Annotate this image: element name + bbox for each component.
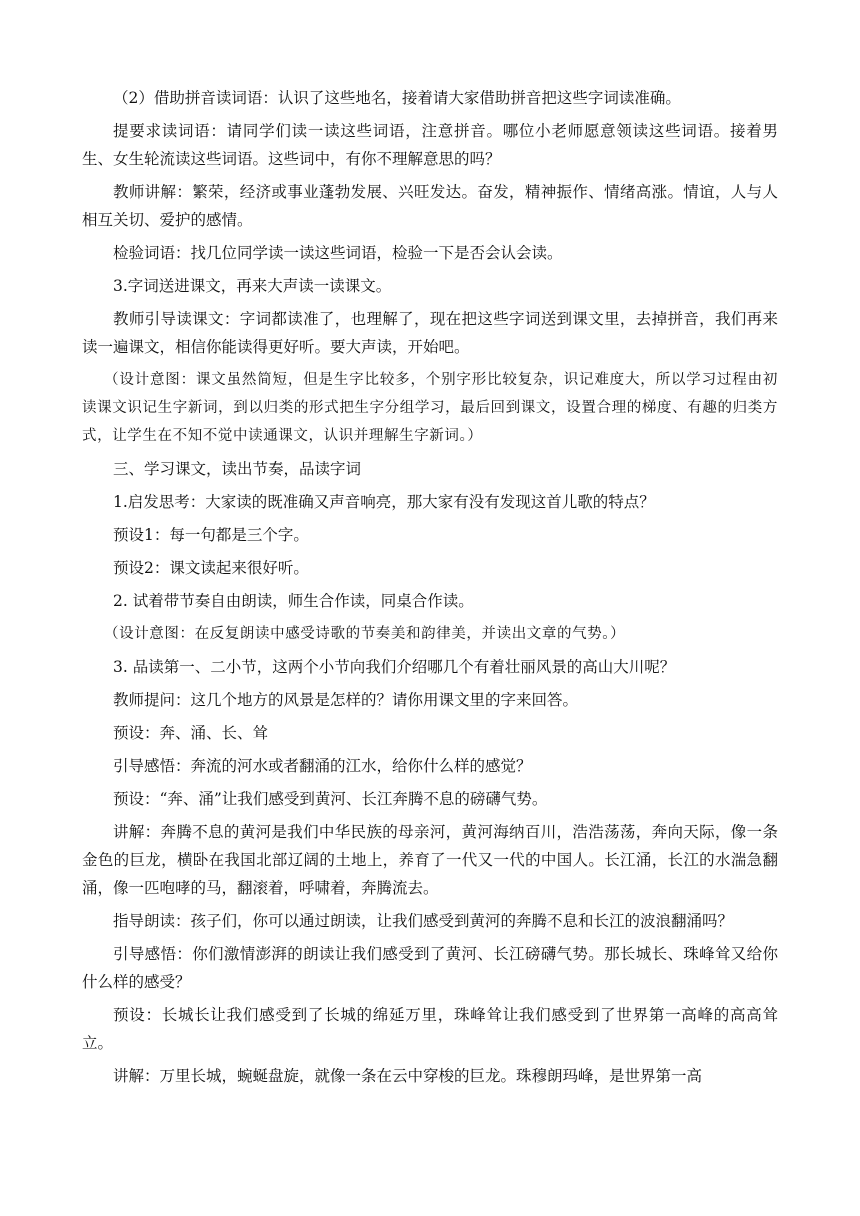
body-paragraph: （2）借助拼音读词语：认识了这些地名，接着请大家借助拼音把这些字词读准确。 (113, 89, 681, 107)
body-paragraph: 三、学习课文，读出节奏，品读字词 (113, 460, 362, 478)
body-paragraph: 预设1：每一句都是三个字。 (113, 526, 309, 544)
body-paragraph: 3. 品读第一、二小节，这两个小节向我们介绍哪几个有着壮丽风景的高山大川呢？ (113, 658, 676, 676)
body-paragraph: 教师提问：这几个地方的风景是怎样的？请你用课文里的字来回答。 (113, 691, 579, 709)
body-paragraph: 引导感悟：你们激情澎湃的朗读让我们感受到了黄河、长江磅礴气势。那长城长、珠峰耸又给你什么样的感受？ (82, 945, 778, 991)
body-paragraph: 引导感悟：奔流的河水或者翻涌的江水，给你什么样的感觉？ (113, 757, 532, 775)
body-paragraph: 教师讲解：繁荣，经济或事业蓬勃发展、兴旺发达。奋发，精神振作、情绪高涨。情谊，人与人相互关切、爱护的感情。 (82, 183, 778, 229)
body-paragraph: 教师引导读课文：字词都读准了，也理解了，现在把这些字词送到课文里，去掉拼音，我们再来读一遍课文，相信你能读得更好听。要大声读，开始吧。 (82, 310, 778, 356)
body-paragraph: 提要求读词语：请同学们读一读这些词语，注意拼音。哪位小老师愿意领读这些词语。接着男生、女生轮流读这些词语。这些词中，有你不理解意思的吗？ (82, 122, 778, 168)
body-paragraph: 检验词语：找几位同学读一读这些词语，检验一下是否会认会读。 (113, 244, 563, 262)
body-paragraph: 预设：长城长让我们感受到了长城的绵延万里，珠峰耸让我们感受到了世界第一高峰的高高耸立。 (82, 1006, 778, 1052)
body-paragraph: 预设：奔、涌、长、耸 (113, 724, 269, 742)
body-paragraph: 1.启发思考：大家读的既准确又声音响亮，那大家有没有发现这首儿歌的特点？ (113, 493, 655, 511)
body-paragraph: 讲解：万里长城，蜿蜒盘旋，就像一条在云中穿梭的巨龙。珠穆朗玛峰，是世界第一高 (113, 1067, 703, 1085)
body-paragraph: 指导朗读：孩子们，你可以通过朗读，让我们感受到黄河的奔腾不息和长江的波浪翻涌吗？ (113, 912, 734, 930)
body-paragraph: 2. 试着带节奏自由朗读，师生合作读，同桌合作读。 (113, 592, 474, 610)
body-paragraph: 预设2：课文读起来很好听。 (113, 559, 309, 577)
body-paragraph: 讲解：奔腾不息的黄河是我们中华民族的母亲河，黄河海纳百川，浩浩荡荡，奔向天际，像一条金色的巨龙，横卧在我国北部辽阔的土地上，养育了一代又一代的中国人。长江涌，长江的水湍急翻涌，像一匹咆哮的马，翻滚着，呼啸着，奔腾流去。 (82, 823, 778, 897)
design-intent-paragraph: （设计意图：课文虽然简短，但是生字比较多，个别字形比较复杂，识记难度大，所以学习过程由初读课文识记生字新词，到以归类的形式把生字分组学习，最后回到课文，设置合理的梯度、有趣的归类方式，让学生在不知不觉中读通课文，认识并理解生字新词。） (82, 372, 778, 444)
body-paragraph: 3.字词送进课文，再来大声读一读课文。 (113, 277, 392, 295)
design-intent-paragraph: （设计意图：在反复朗读中感受诗歌的节奏美和韵律美，并读出文章的气势。） (104, 626, 626, 642)
body-paragraph: 预设：“奔、涌”让我们感受到黄河、长江奔腾不息的磅礴气势。 (113, 790, 548, 808)
document-body (82, 84, 778, 1095)
